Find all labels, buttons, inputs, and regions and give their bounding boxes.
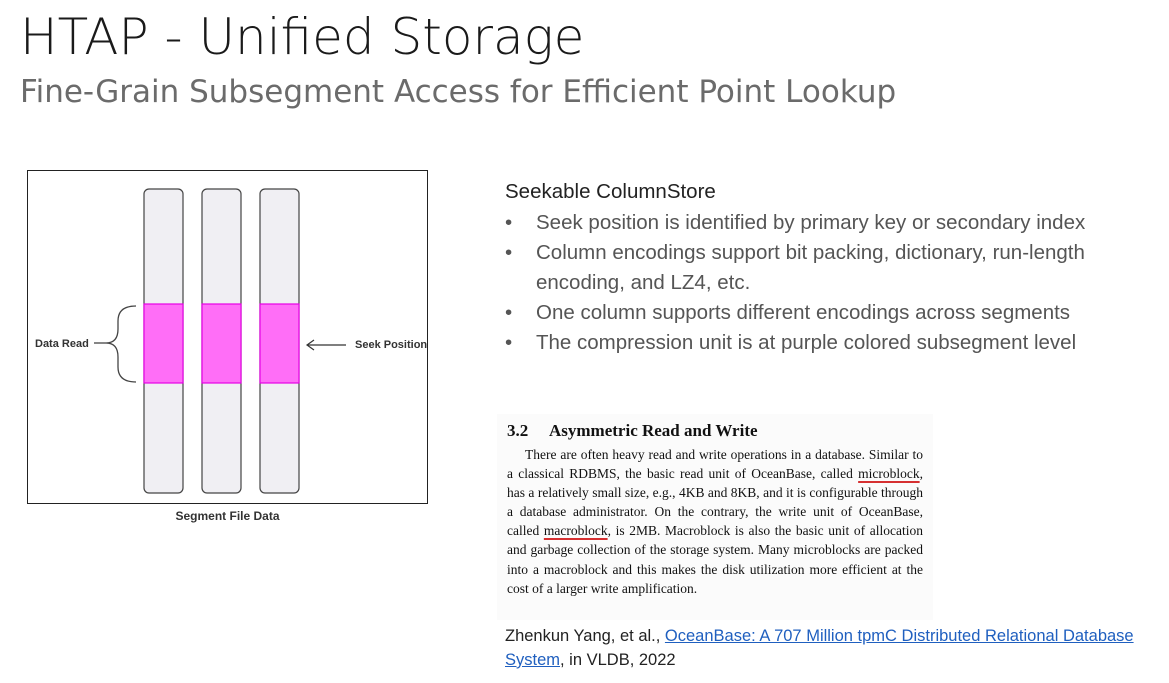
slide-title-rest: - Unified Storage: [148, 8, 585, 66]
macroblock-term: macroblock: [543, 523, 608, 539]
microblock-term: microblock: [858, 466, 920, 482]
slide-title: [20, 6, 584, 68]
bullet-section: [505, 178, 1165, 358]
seek-position-label: Seek Position: [355, 339, 428, 351]
segment-diagram-svg: [28, 171, 429, 505]
subsegment-highlight: [202, 304, 241, 383]
subsegment-highlight: [144, 304, 183, 383]
slide-title-main: HTAP: [20, 8, 149, 66]
data-read-label: Data Read: [35, 338, 89, 350]
bullet-heading: Seekable ColumnStore: [505, 180, 716, 203]
data-read-brace: [106, 306, 136, 382]
excerpt-section-number: 3.2: [507, 421, 529, 440]
paper-excerpt: [497, 414, 933, 620]
segment-diagram: [27, 170, 428, 504]
paper-link[interactable]: OceanBase: A 707 Million tpmC Distributed Relational Database System: [505, 627, 1134, 669]
bullet-item: • One column supports different encodings across segments: [505, 298, 1165, 328]
subsegment-highlight: [260, 304, 299, 383]
diagram-caption: Segment File Data: [175, 509, 280, 523]
citation-authors: Zhenkun Yang, et al.,: [505, 627, 665, 645]
excerpt-section-heading: Asymmetric Read and Write: [549, 421, 758, 440]
excerpt-text-3: , is 2MB. Macroblock is also the basic unit of allocation and garbage collection of the storage system. Many microblocks are packed into a macroblock and this makes the disk utilization more efficient at the cost of a larger write amplification.: [507, 523, 923, 596]
slide-subtitle: Fine-Grain Subsegment Access for Efficient Point Lookup: [20, 74, 897, 110]
citation-venue: , in VLDB, 2022: [560, 651, 676, 669]
citation: [505, 624, 1145, 672]
excerpt-text-1: There are often heavy read and write operations in a database. Similar to a classical RDBMS, the basic read unit of OceanBase, called: [507, 447, 923, 482]
bullet-item: • The compression unit is at purple colored subsegment level: [505, 328, 1165, 358]
bullet-list: [505, 208, 1165, 358]
bullet-item: • Seek position is identified by primary key or secondary index: [505, 208, 1165, 238]
excerpt-paragraph: [507, 445, 923, 598]
excerpt-section-title: [507, 421, 758, 441]
excerpt-text-2: , has a relatively small size, e.g., 4KB and 8KB, and it is configurable through a database administrator. On the contrary, the write unit of OceanBase, called: [507, 466, 923, 539]
bullet-item: • Column encodings support bit packing, dictionary, run-length encoding, and LZ4, etc.: [505, 238, 1165, 298]
